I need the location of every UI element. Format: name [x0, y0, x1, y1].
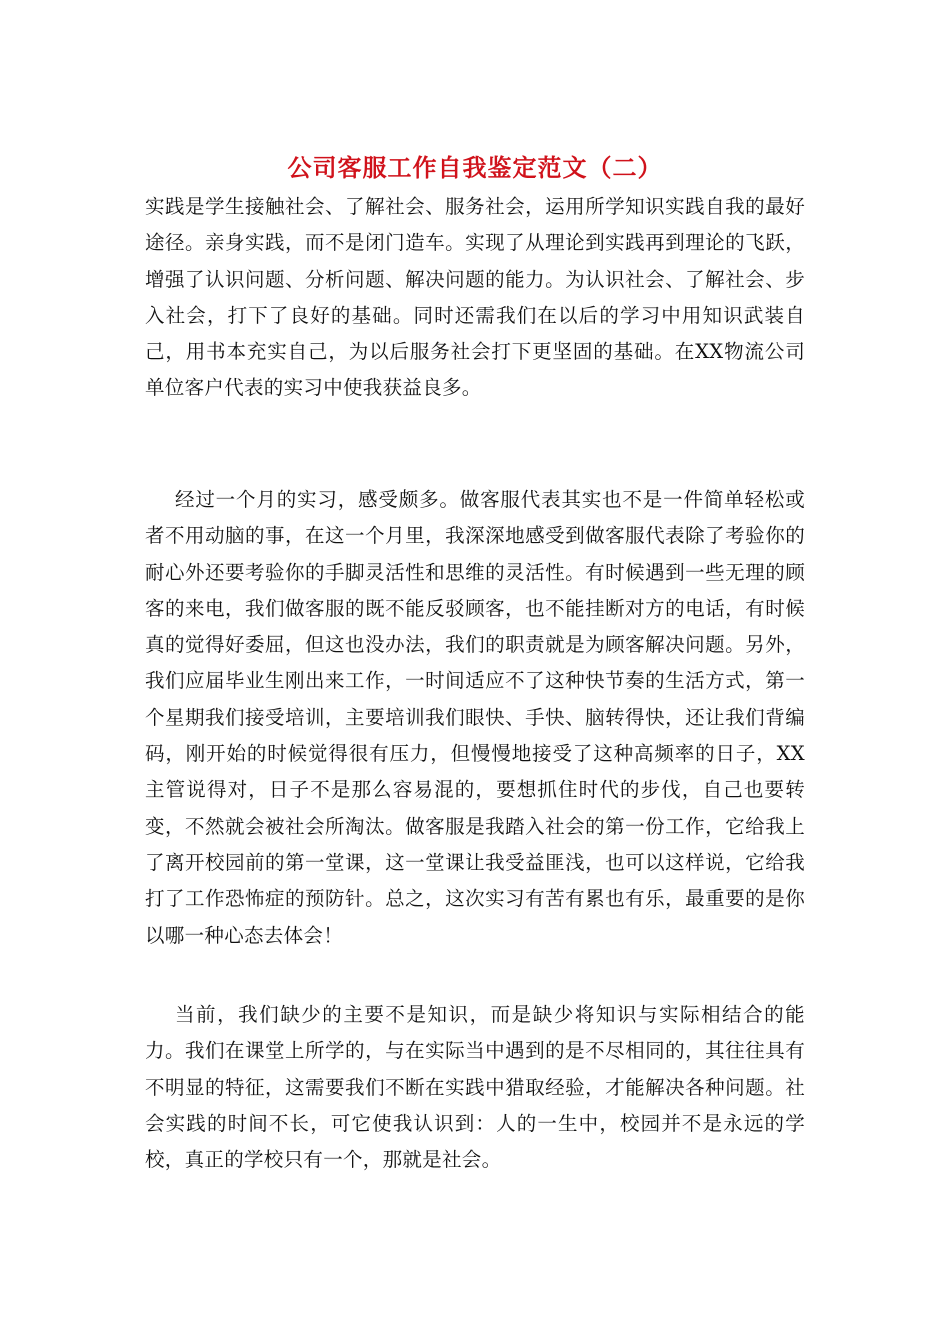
paragraph-3: 当前，我们缺少的主要不是知识，而是缺少将知识与实际相结合的能力。我们在课堂上所学的，与在实际当中遇到的是不尽相同的，其往往具有不明显的特征，这需要我们不断在实践中猎取经验，才能解决各种问题。社会实践的时间不长，可它使我认识到：人的一生中，校园并不是永远的学校，真正的学校只有一个，那就是社会。: [145, 1003, 805, 1172]
document-title: 公司客服工作自我鉴定范文（二）: [287, 153, 663, 182]
paragraph-1: 实践是学生接触社会、了解社会、服务社会，运用所学知识实践自我的最好途径。亲身实践，而不是闭门造车。实现了从理论到实践再到理论的飞跃，增强了认识问题、分析问题、解决问题的能力。为认识社会、了解社会、步入社会，打下了良好的基础。同时还需我们在以后的学习中用知识武装自己，用书本充实自己，为以后服务社会打下更坚固的基础。在XX物流公司单位客户代表的实习中使我获益良多。: [145, 195, 805, 400]
paragraph-2: 经过一个月的实习，感受颇多。做客服代表其实也不是一件简单轻松或者不用动脑的事，在这一个月里，我深深地感受到做客服代表除了考验你的耐心外还要考验你的手脚灵活性和思维的灵活性。有时候遇到一些无理的顾客的来电，我们做客服的既不能反驳顾客，也不能挂断对方的电话，有时候真的觉得好委屈，但这也没办法，我们的职责就是为顾客解决问题。另外，我们应届毕业生刚出来工作，一时间适应不了这种快节奏的生活方式，第一个星期我们接受培训，主要培训我们眼快、手快、脑转得快，还让我们背编码，刚开始的时候觉得很有压力，但慢慢地接受了这种高频率的日子，XX主管说得对，日子不是那么容易混的，要想抓住时代的步伐，自己也要转变，不然就会被社会所淘汰。做客服是我踏入社会的第一份工作，它给我上了离开校园前的第一堂课，这一堂课让我受益匪浅，也可以这样说，它给我打了工作恐怖症的预防针。总之，这次实习有苦有累也有乐，最重要的是你以哪一种心态去体会！: [145, 488, 805, 947]
